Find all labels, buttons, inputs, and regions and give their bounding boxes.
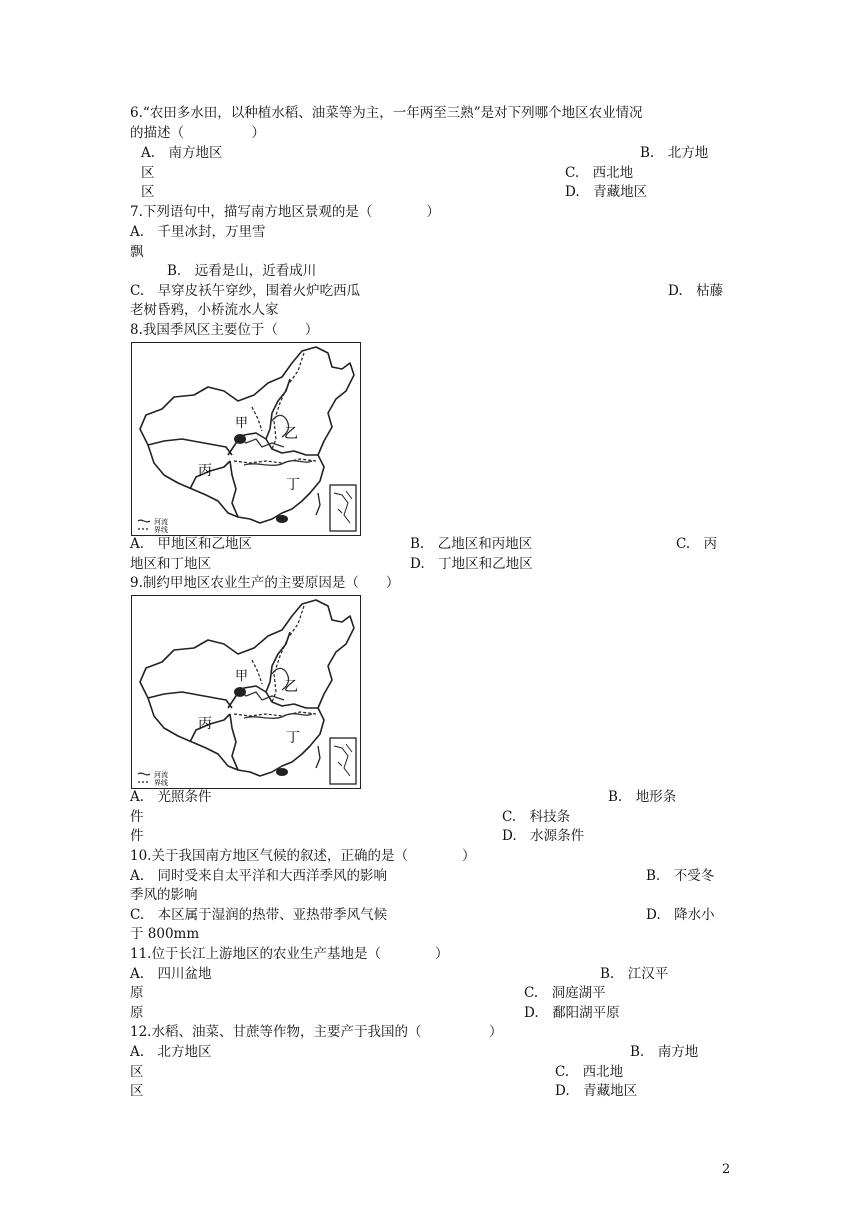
china-region-map-q9 xyxy=(131,595,361,789)
legend-boundary-label: 界线 xyxy=(154,779,168,787)
map-legend xyxy=(138,517,168,534)
q9-option-d: D. 水源条件 xyxy=(502,828,585,844)
map-label-bing: 丙 xyxy=(198,463,212,479)
map-label-bing: 丙 xyxy=(198,716,212,732)
q11-option-b: B. 江汉平 xyxy=(600,966,669,982)
q11-option-d: D. 鄱阳湖平原 xyxy=(524,1005,620,1021)
q6-option-c: C. 西北地 xyxy=(565,165,634,181)
q10-option-b-wrap: 季风的影响 xyxy=(130,887,198,903)
q7-option-a-wrap: 飘 xyxy=(130,244,144,260)
q12-option-a: A. 北方地区 xyxy=(130,1044,212,1060)
map-label-yi: 乙 xyxy=(284,679,298,695)
q9-option-a: A. 光照条件 xyxy=(130,789,212,805)
south-china-sea-inset xyxy=(330,485,356,531)
q11-option-b-wrap: 原 xyxy=(130,1005,144,1021)
q10-option-a: A. 同时受来自太平洋和大西洋季风的影响 xyxy=(130,868,388,884)
map-label-ding: 丁 xyxy=(286,477,300,493)
map-label-jia: 甲 xyxy=(235,669,249,684)
q9-option-a-wrap: 件 xyxy=(130,809,144,825)
q8-option-d: D. 丁地区和乙地区 xyxy=(410,556,533,572)
q11-option-a: A. 四川盆地 xyxy=(130,966,212,982)
q6-stem-line2: 的描述（ ） xyxy=(130,125,265,141)
legend-river-label: 河流 xyxy=(154,771,168,779)
q10-option-d: D. 降水小 xyxy=(646,907,715,923)
q10-stem: 10.关于我国南方地区气候的叙述，正确的是（ ） xyxy=(130,848,476,864)
q12-stem: 12.水稻、油菜、甘蔗等作物，主要产于我国的（ ） xyxy=(130,1024,503,1040)
q6-option-c-wrap: 区 xyxy=(141,184,155,200)
q11-stem: 11.位于长江上游地区的农业生产基地是（ ） xyxy=(130,946,449,962)
q7-option-d-wrap: 老树昏鸦，小桥流水人家 xyxy=(130,302,279,318)
q9-option-b-wrap: 件 xyxy=(130,828,144,844)
q8-option-c-wrap: 地区和丁地区 xyxy=(130,556,211,572)
china-region-map-q8 xyxy=(131,342,361,536)
q8-option-b: B. 乙地区和丙地区 xyxy=(410,536,533,552)
map-label-jia: 甲 xyxy=(235,416,249,431)
q7-option-b: B. 远看是山，近看成川 xyxy=(167,263,317,279)
q11-option-c: C. 洞庭湖平 xyxy=(524,985,606,1001)
map-label-ding: 丁 xyxy=(286,730,300,746)
q7-option-d: D. 枯藤 xyxy=(668,283,724,299)
q12-option-a-wrap: 区 xyxy=(130,1064,144,1080)
q9-option-b: B. 地形条 xyxy=(608,789,677,805)
q8-option-c: C. 丙 xyxy=(676,536,718,552)
q10-option-b: B. 不受冬 xyxy=(646,868,715,884)
legend-boundary-label: 界线 xyxy=(154,526,168,534)
q7-option-a: A. 千里冰封，万里雪 xyxy=(130,224,266,240)
q12-option-d: D. 青藏地区 xyxy=(555,1083,638,1099)
q10-option-d-wrap: 于 800mm xyxy=(130,926,200,942)
map-label-yi: 乙 xyxy=(284,426,298,442)
q12-option-b: B. 南方地 xyxy=(630,1044,699,1060)
q7-option-c: C. 早穿皮袄午穿纱，围着火炉吃西瓜 xyxy=(130,283,361,299)
q6-option-a: A. 南方地区 xyxy=(141,145,223,161)
q6-option-b: B. 北方地 xyxy=(640,145,709,161)
legend-river-label: 河流 xyxy=(154,518,168,526)
q8-stem: 8.我国季风区主要位于（ ） xyxy=(130,322,319,338)
q7-stem: 7.下列语句中，描写南方地区景观的是（ ） xyxy=(130,204,440,220)
q9-stem: 9.制约甲地区农业生产的主要原因是（ ） xyxy=(130,575,400,591)
q6-option-b-wrap: 区 xyxy=(141,165,155,181)
map-legend xyxy=(138,770,168,787)
q9-option-c: C. 科技条 xyxy=(502,809,571,825)
south-china-sea-inset xyxy=(330,738,356,784)
q6-stem-line1: 6.“农田多水田，以种植水稻、油菜等为主，一年两至三熟”是对下列哪个地区农业情况 xyxy=(130,105,643,121)
q12-option-b-wrap: 区 xyxy=(130,1083,144,1099)
q12-option-c: C. 西北地 xyxy=(555,1064,624,1080)
q11-option-a-wrap: 原 xyxy=(130,985,144,1001)
q6-option-d: D. 青藏地区 xyxy=(565,184,648,200)
q8-option-a: A. 甲地区和乙地区 xyxy=(130,536,253,552)
q10-option-c: C. 本区属于湿润的热带、亚热带季风气候 xyxy=(130,907,388,923)
page-number: 2 xyxy=(722,1162,731,1177)
